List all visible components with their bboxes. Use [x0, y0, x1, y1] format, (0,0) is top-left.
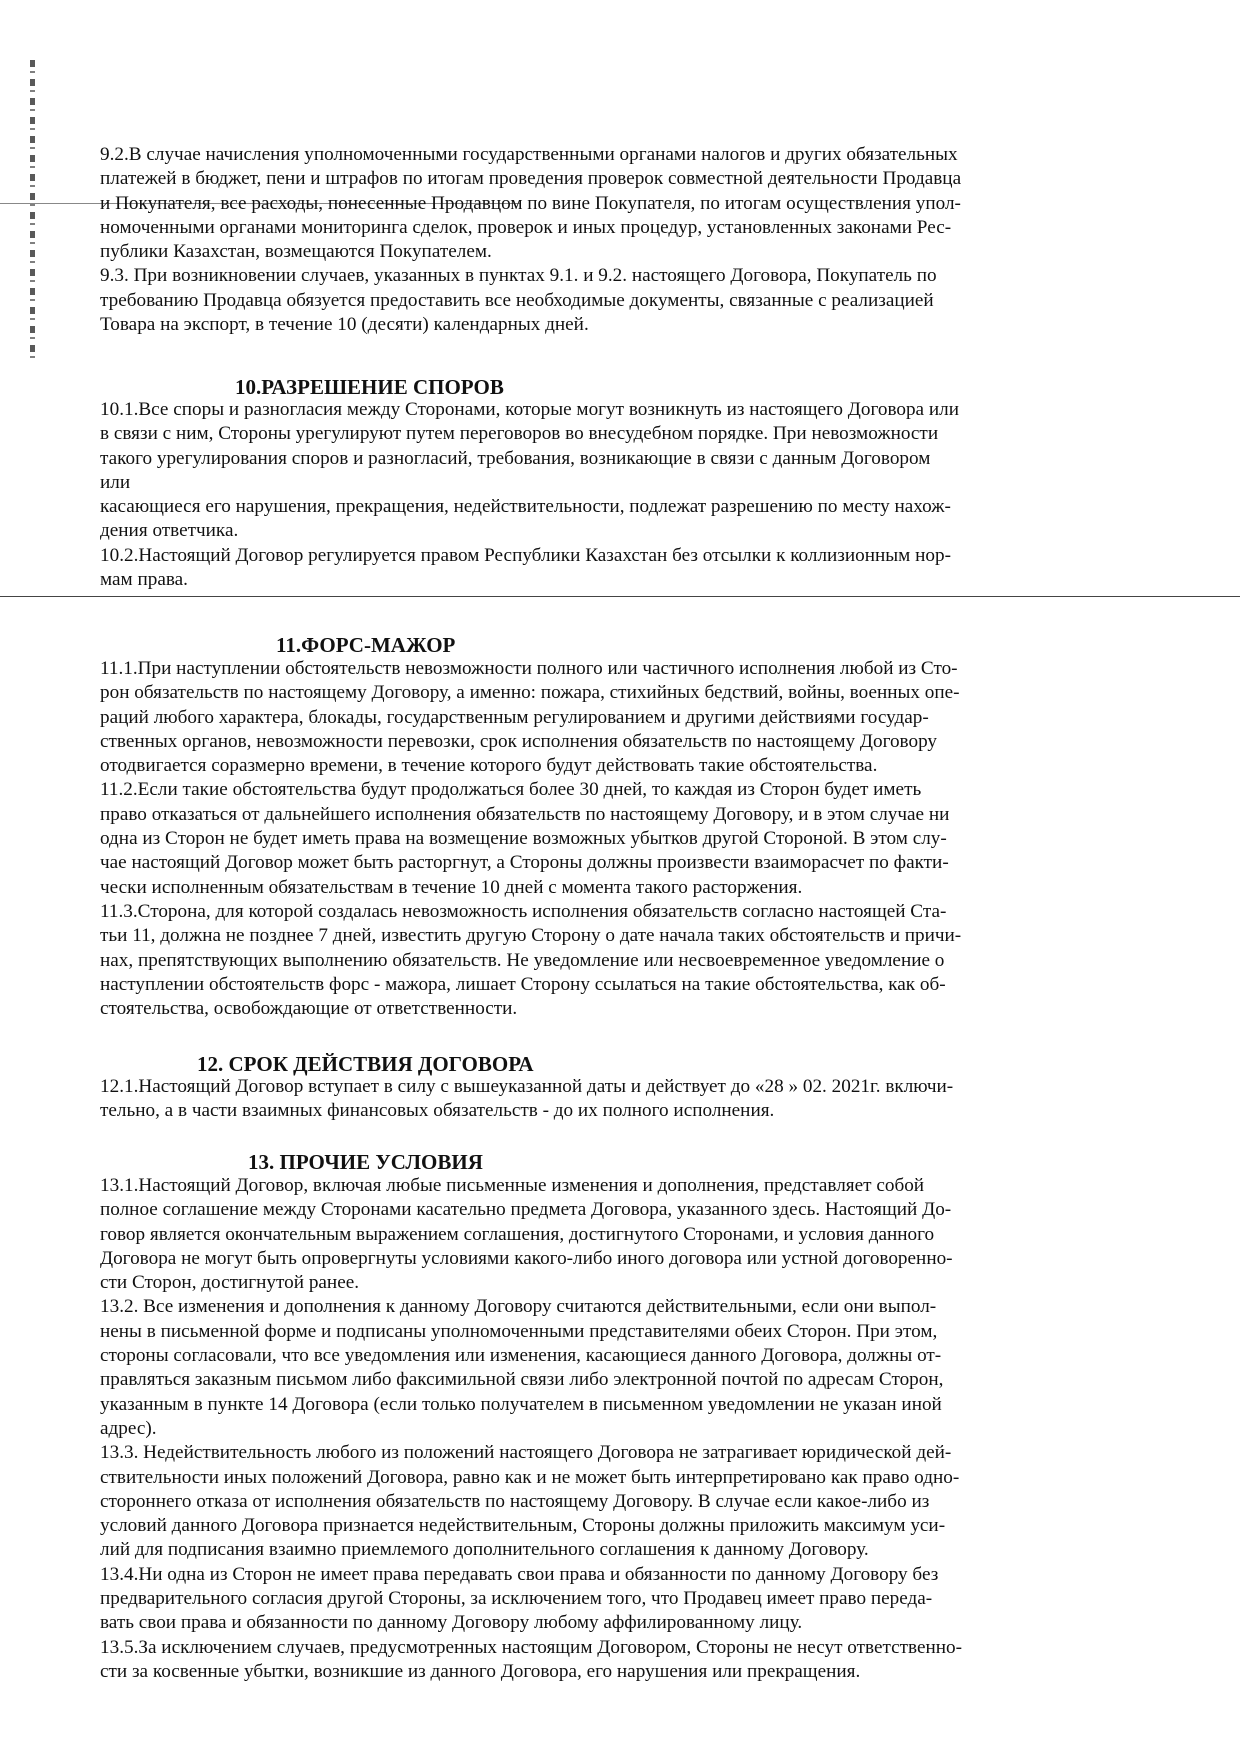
text-line: или [100, 471, 131, 493]
section-9-text [100, 143, 1130, 337]
section-10-text [100, 398, 1130, 592]
text-line: говор является окончательным выражением соглашения, достигнутого Сторонами, и условия данного [100, 1223, 935, 1245]
text-line: такого урегулирования споров и разногласий, требования, возникающие в связи с данным Договором [100, 447, 931, 469]
text-line: Товара на экспорт, в течение 10 (десяти) календарных дней. [100, 314, 589, 336]
text-line: раций любого характера, блокады, государственным регулированием и другими действиями государ- [100, 706, 929, 728]
section-10-heading: 10.РАЗРЕШЕНИЕ СПОРОВ [235, 375, 504, 399]
scan-fold-line [0, 596, 1240, 597]
text-line: 11.3.Сторона, для которой создалась невозможность исполнения обязательств согласно настоящей Ста- [100, 900, 947, 922]
text-line: чески исполненным обязательствам в течение 10 дней с момента такого расторжения. [100, 876, 803, 898]
section-12-text [100, 1075, 1130, 1124]
text-line: нены в письменной форме и подписаны уполномоченными представителями обеих Сторон. При этом, [100, 1320, 938, 1342]
text-line: предварительного согласия другой Стороны, за исключением того, что Продавец имеет право переда- [100, 1588, 933, 1610]
text-line: тельно, а в части взаимных финансовых обязательств - до их полного исполнения. [100, 1100, 775, 1122]
text-line: отодвигается соразмерно времени, в течение которого будут действовать такие обстоятельства. [100, 755, 878, 777]
text-line: требованию Продавца обязуется предоставить все необходимые документы, связанные с реализацией [100, 289, 934, 311]
text-line: мам права. [100, 569, 188, 591]
text-line: 10.2.Настоящий Договор регулируется правом Республики Казахстан без отсылки к коллизионным нор- [100, 544, 951, 566]
text-line: 10.1.Все споры и разногласия между Сторонами, которые могут возникнуть из настоящего Договора или [100, 399, 959, 420]
text-line: 13.5.За исключением случаев, предусмотренных настоящим Договором, Стороны не несут ответственно- [100, 1636, 963, 1658]
text-line: 13.1.Настоящий Договор, включая любые письменные изменения и дополнения, представляет собой [100, 1175, 925, 1196]
text-line: сти Сторон, достигнутой ранее. [100, 1272, 360, 1294]
text-line: публики Казахстан, возмещаются Покупателем. [100, 241, 492, 263]
text-line: указанным в пункте 14 Договора (если только получателем в письменном уведомлении не указан иной [100, 1393, 942, 1415]
text-line: Договора не могут быть опровергнуты условиями какого-либо иного договора или устной договоренно- [100, 1247, 953, 1269]
text-line: сти за косвенные убытки, возникшие из данного Договора, его нарушения или прекращения. [100, 1660, 861, 1682]
section-12-heading: 12. СРОК ДЕЙСТВИЯ ДОГОВОРА [197, 1052, 534, 1076]
text-line: вать свои права и обязанности по данному Договору любому аффилированному лицу. [100, 1612, 803, 1634]
text-line: адрес). [100, 1417, 157, 1439]
text-line: стоятельства, освобождающие от ответственности. [100, 998, 518, 1020]
text-line: стороннего отказа от исполнения обязательств по настоящему Договору. В случае если какое-либо из [100, 1490, 930, 1512]
text-line: право отказаться от дальнейшего исполнения обязательств по настоящему Договору, и в этом случае ни [100, 803, 950, 825]
text-line: 13.4.Ни одна из Сторон не имеет права передавать свои права и обязанности по данному Договору без [100, 1563, 939, 1585]
text-line: полное соглашение между Сторонами касательно предмета Договора, указанного здесь. Настоящий До- [100, 1199, 952, 1221]
text-line: 11.1.При наступлении обстоятельств невозможности полного или частичного исполнения любой из Сто- [100, 658, 958, 679]
text-line: 9.3. При возникновении случаев, указанных в пунктах 9.1. и 9.2. настоящего Договора, Покупатель по [100, 265, 937, 287]
text-line: и Покупателя, все расходы, понесенные Продавцом по вине Покупателя, по итогам осуществления упол- [100, 192, 961, 214]
scan-edge-artifact [30, 60, 35, 360]
text-line: ствительности иных положений Договора, равно как и не может быть интерпретировано как право одно- [100, 1466, 960, 1488]
text-line: 13.2. Все изменения и дополнения к данному Договору считаются действительными, если они выпол- [100, 1296, 937, 1318]
text-line: 12.1.Настоящий Договор вступает в силу с вышеуказанной даты и действует до «28 » 02. 2021г. включи- [100, 1076, 954, 1097]
text-line: 13.3. Недействительность любого из положений настоящего Договора не затрагивает юридической дей- [100, 1442, 952, 1464]
section-13-text [100, 1174, 1130, 1684]
text-line: номоченными органами мониторинга сделок, проверок и иных процедур, установленных законами Рес- [100, 216, 952, 238]
text-line: 11.2.Если такие обстоятельства будут продолжаться более 30 дней, то каждая из Сторон будет иметь [100, 779, 922, 801]
text-line: стороны согласовали, что все уведомления или изменения, касающиеся данного Договора, должны от- [100, 1345, 942, 1367]
text-line: 9.2.В случае начисления уполномоченными государственными органами налогов и других обязательных [100, 144, 958, 165]
text-line: ственных органов, невозможности перевозки, срок исполнения обязательств по настоящему Договору [100, 730, 938, 752]
text-line: касающиеся его нарушения, прекращения, недействительности, подлежат разрешению по месту нахож- [100, 496, 951, 518]
text-line: в связи с ним, Стороны урегулируют путем переговоров во внесудебном порядке. При невозможности [100, 423, 939, 445]
text-line: одна из Сторон не будет иметь права на возмещение возможных убытков другой Стороной. В этом слу- [100, 828, 947, 850]
text-line: лий для подписания взаимно приемлемого дополнительного соглашения к данному Договору. [100, 1539, 869, 1561]
section-11-heading: 11.ФОРС-МАЖОР [276, 633, 456, 657]
text-line: нах, препятствующих выполнению обязательств. Не уведомление или несвоевременное уведомление о [100, 949, 945, 971]
section-13-heading: 13. ПРОЧИЕ УСЛОВИЯ [248, 1150, 483, 1174]
text-line: чае настоящий Договор может быть расторгнут, а Стороны должны произвести взаиморасчет по факти- [100, 852, 949, 874]
text-line: тьи 11, должна не позднее 7 дней, известить другую Сторону о дате начала таких обстоятельств и причи- [100, 925, 962, 947]
text-line: платежей в бюджет, пени и штрафов по итогам проведения проверок совместной деятельности Продавца [100, 168, 962, 190]
text-line: условий данного Договора признается недействительным, Стороны должны приложить максимум уси- [100, 1515, 946, 1537]
text-line: правляться заказным письмом либо факсимильной связи либо электронной почтой по адресам Сторон, [100, 1369, 944, 1391]
text-line: рон обязательств по настоящему Договору, а именно: пожара, стихийных бедствий, войны, военных опе- [100, 682, 960, 704]
text-line: дения ответчика. [100, 520, 239, 542]
section-11-text [100, 657, 1130, 1021]
text-line: наступлении обстоятельств форс - мажора, лишает Сторону ссылаться на такие обстоятельства, как об- [100, 973, 946, 995]
